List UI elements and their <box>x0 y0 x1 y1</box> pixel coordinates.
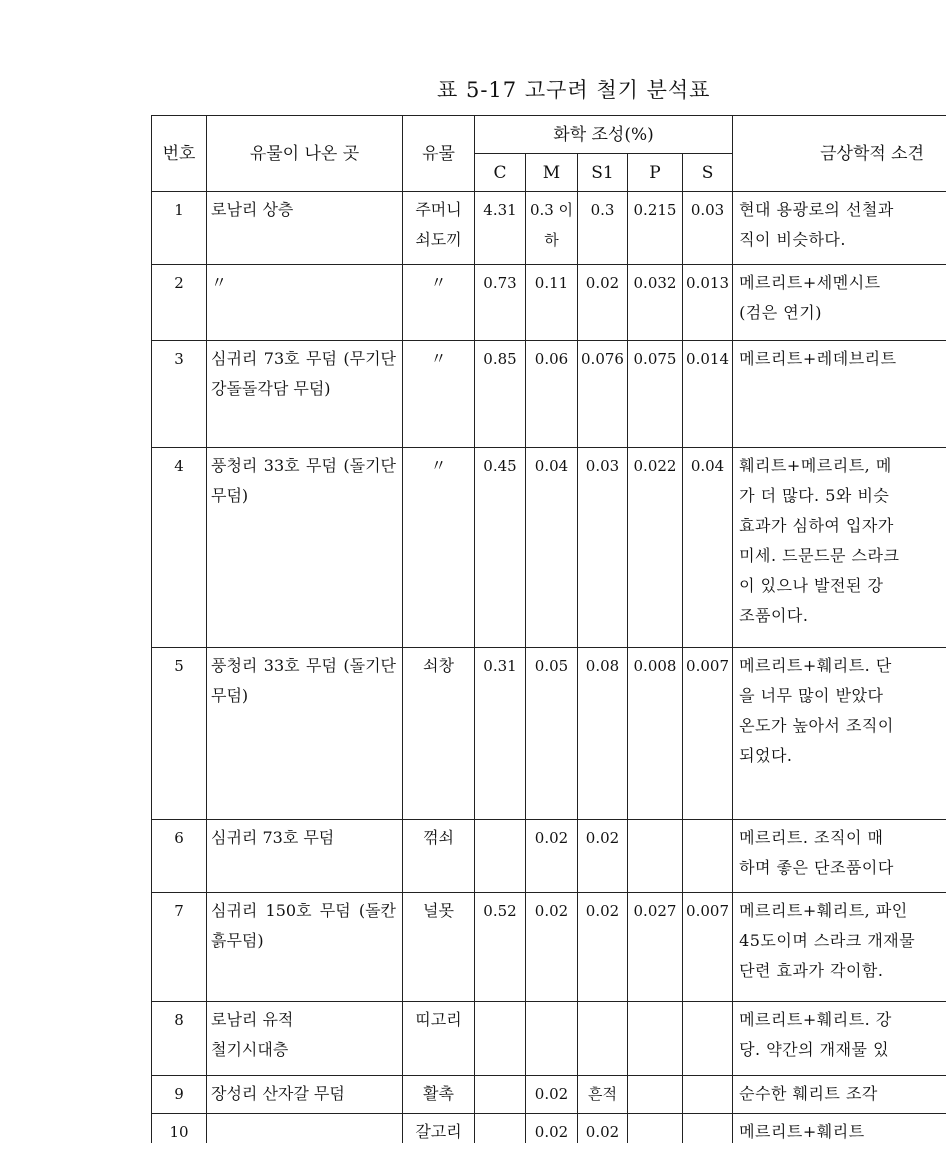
excavation-site: 풍청리 33호 무덤 (돌기단무덤) <box>207 648 403 820</box>
carbon-value <box>475 820 526 893</box>
silicon-value: 0.02 <box>578 820 628 893</box>
header-element-m: M <box>526 154 578 192</box>
sulfur-value: 0.013 <box>683 265 733 341</box>
excavation-site: 심귀리 150호 무덤 (돌칸흙무덤) <box>207 893 403 1002</box>
silicon-value: 0.3 <box>578 192 628 265</box>
phosphorus-value: 0.022 <box>628 448 683 648</box>
sulfur-value <box>683 1076 733 1114</box>
metallographic-note: 메르리트+훼리트, 파인 45도이며 스라크 개재물 단련 효과가 각이함. <box>733 893 946 1002</box>
excavation-site: 〃 <box>207 265 403 341</box>
manganese-value: 0.11 <box>526 265 578 341</box>
header-element-c: C <box>475 154 526 192</box>
sulfur-value: 0.007 <box>683 893 733 1002</box>
manganese-value: 0.04 <box>526 448 578 648</box>
table-row <box>152 1114 946 1144</box>
header-no: 번호 <box>152 116 207 192</box>
metallographic-note: 메르리트+훼리트. 강 당. 약간의 개재물 있 <box>733 1002 946 1076</box>
artifact-name: 쇠창 <box>403 648 475 820</box>
artifact-name: 활촉 <box>403 1076 475 1114</box>
phosphorus-value: 0.027 <box>628 893 683 1002</box>
carbon-value: 0.31 <box>475 648 526 820</box>
silicon-value: 흔적 <box>578 1076 628 1114</box>
metallographic-note: 메르리트+세멘시트 (검은 연기) <box>733 265 946 341</box>
row-number: 7 <box>152 893 207 1002</box>
artifact-name: 꺾쇠 <box>403 820 475 893</box>
row-number: 3 <box>152 341 207 448</box>
metallographic-note: 메르리트+레데브리트 <box>733 341 946 448</box>
excavation-site: 심귀리 73호 무덤 <box>207 820 403 893</box>
phosphorus-value: 0.032 <box>628 265 683 341</box>
manganese-value: 0.05 <box>526 648 578 820</box>
excavation-site: 풍청리 33호 무덤 (돌기단무덤) <box>207 448 403 648</box>
manganese-value: 0.02 <box>526 893 578 1002</box>
carbon-value: 0.52 <box>475 893 526 1002</box>
excavation-site <box>207 1114 403 1144</box>
silicon-value <box>578 1002 628 1076</box>
manganese-value: 0.02 <box>526 1076 578 1114</box>
carbon-value <box>475 1076 526 1114</box>
sulfur-value: 0.03 <box>683 192 733 265</box>
row-number: 6 <box>152 820 207 893</box>
header-element-s: S <box>683 154 733 192</box>
table-row <box>152 192 946 265</box>
artifact-name: 〃 <box>403 265 475 341</box>
carbon-value: 0.45 <box>475 448 526 648</box>
phosphorus-value <box>628 820 683 893</box>
sulfur-value: 0.014 <box>683 341 733 448</box>
row-number: 5 <box>152 648 207 820</box>
row-number: 2 <box>152 265 207 341</box>
sulfur-value <box>683 1114 733 1144</box>
artifact-name: 갈고리 <box>403 1114 475 1144</box>
phosphorus-value <box>628 1076 683 1114</box>
phosphorus-value: 0.215 <box>628 192 683 265</box>
metallographic-note: 훼리트+메르리트, 메 가 더 많다. 5와 비슷 효과가 심하여 입자가 미세. 드문드문 스라크 이 있으나 발전된 강 조품이다. <box>733 448 946 648</box>
carbon-value: 4.31 <box>475 192 526 265</box>
silicon-value: 0.076 <box>578 341 628 448</box>
silicon-value: 0.02 <box>578 1114 628 1144</box>
silicon-value: 0.08 <box>578 648 628 820</box>
table-row <box>152 1002 946 1076</box>
metallographic-note: 메르리트+훼리트. 단 을 너무 많이 받았다 온도가 높아서 조직이 되었다. <box>733 648 946 820</box>
header-site: 유물이 나온 곳 <box>207 116 403 192</box>
manganese-value: 0.3 이하 <box>526 192 578 265</box>
artifact-name: 널못 <box>403 893 475 1002</box>
excavation-site: 심귀리 73호 무덤 (무기단 강돌돌각담 무덤) <box>207 341 403 448</box>
sulfur-value: 0.04 <box>683 448 733 648</box>
header-note: 금상학적 소견 <box>733 116 946 192</box>
phosphorus-value: 0.008 <box>628 648 683 820</box>
sulfur-value: 0.007 <box>683 648 733 820</box>
carbon-value <box>475 1114 526 1144</box>
table-row <box>152 893 946 1002</box>
carbon-value <box>475 1002 526 1076</box>
metallographic-note: 현대 용광로의 선철과 직이 비슷하다. <box>733 192 946 265</box>
silicon-value: 0.02 <box>578 265 628 341</box>
row-number: 10 <box>152 1114 207 1144</box>
carbon-value: 0.85 <box>475 341 526 448</box>
table-row <box>152 265 946 341</box>
table-row <box>152 1076 946 1114</box>
row-number: 8 <box>152 1002 207 1076</box>
silicon-value: 0.03 <box>578 448 628 648</box>
row-number: 4 <box>152 448 207 648</box>
metallographic-note: 순수한 훼리트 조각 <box>733 1076 946 1114</box>
phosphorus-value <box>628 1114 683 1144</box>
excavation-site: 장성리 산자갈 무덤 <box>207 1076 403 1114</box>
artifact-name: 주머니 쇠도끼 <box>403 192 475 265</box>
header-row-1 <box>152 116 946 154</box>
artifact-name: 〃 <box>403 341 475 448</box>
table-row <box>152 448 946 648</box>
manganese-value: 0.02 <box>526 820 578 893</box>
table-row <box>152 648 946 820</box>
header-element-p: P <box>628 154 683 192</box>
header-element-si: S1 <box>578 154 628 192</box>
phosphorus-value: 0.075 <box>628 341 683 448</box>
row-number: 9 <box>152 1076 207 1114</box>
silicon-value: 0.02 <box>578 893 628 1002</box>
table-row <box>152 820 946 893</box>
table-row <box>152 341 946 448</box>
manganese-value: 0.02 <box>526 1114 578 1144</box>
row-number: 1 <box>152 192 207 265</box>
header-composition: 화학 조성(%) <box>475 116 733 154</box>
metallographic-note: 메르리트+훼리트 <box>733 1114 946 1144</box>
analysis-table-container <box>151 115 946 1143</box>
table-body <box>152 192 946 1144</box>
sulfur-value <box>683 820 733 893</box>
carbon-value: 0.73 <box>475 265 526 341</box>
analysis-table <box>151 115 946 1143</box>
manganese-value <box>526 1002 578 1076</box>
sulfur-value <box>683 1002 733 1076</box>
table-title: 표 5-17 고구려 철기 분석표 <box>437 78 711 102</box>
metallographic-note: 메르리트. 조직이 매 하며 좋은 단조품이다 <box>733 820 946 893</box>
phosphorus-value <box>628 1002 683 1076</box>
excavation-site: 로남리 유적 철기시대층 <box>207 1002 403 1076</box>
artifact-name: 띠고리 <box>403 1002 475 1076</box>
artifact-name: 〃 <box>403 448 475 648</box>
excavation-site: 로남리 상층 <box>207 192 403 265</box>
header-artifact: 유물 <box>403 116 475 192</box>
manganese-value: 0.06 <box>526 341 578 448</box>
